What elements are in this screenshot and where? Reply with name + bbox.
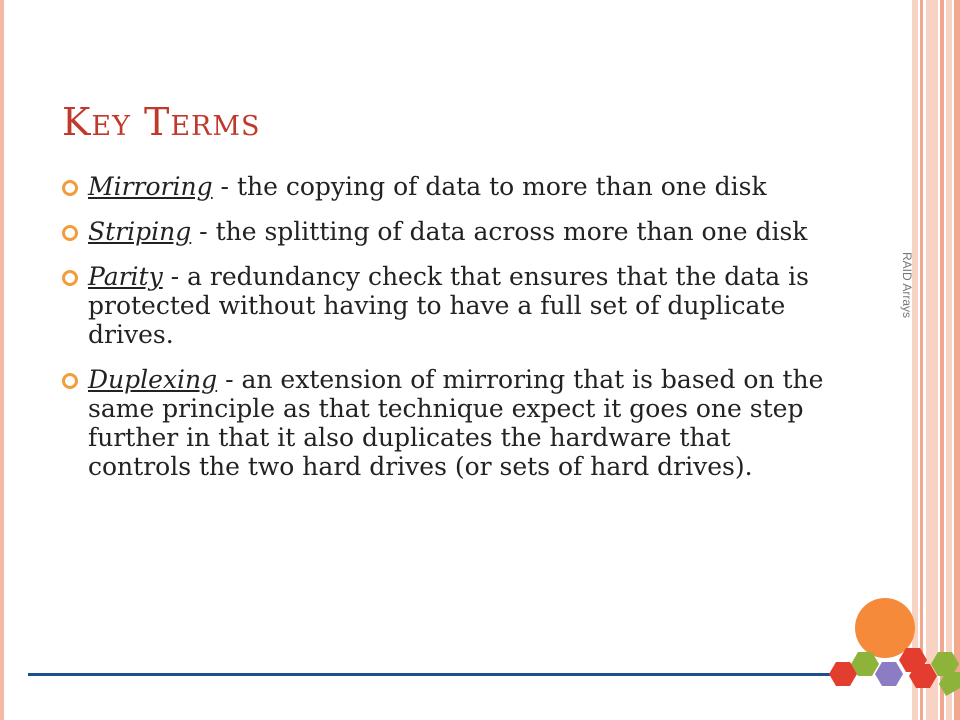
purple-hexagon-icon [875,662,903,686]
key-terms-list [62,172,832,497]
side-label-container [900,252,914,342]
list-item [62,262,832,349]
term-mirroring: Mirroring [88,172,213,201]
term-duplexing: Duplexing [88,365,218,394]
definition-duplexing: - an extension of mirroring that is based on the same principle as that technique expect it goes one step further in that it also duplicates the hardware that controls the two hard drives (or sets of hard drives). [88,365,824,481]
bottom-rule [28,673,846,676]
bullet-icon [62,270,78,286]
definition-parity: - a redundancy check that ensures that the data is protected without having to have a full set of duplicate drives. [88,262,809,349]
side-label: RAID Arrays [900,252,914,319]
bullet-icon [62,180,78,196]
list-item [62,217,832,246]
term-striping: Striping [88,217,192,246]
list-item [62,172,832,201]
bullet-icon [62,373,78,389]
slide-title: Key Terms [62,100,261,144]
bullet-icon [62,225,78,241]
definition-mirroring: - the copying of data to more than one disk [212,172,767,201]
hexagon-decoration-icon [820,596,960,720]
term-parity: Parity [88,262,163,291]
list-item [62,365,832,481]
left-border [0,0,4,720]
definition-striping: - the splitting of data across more than one disk [191,217,808,246]
